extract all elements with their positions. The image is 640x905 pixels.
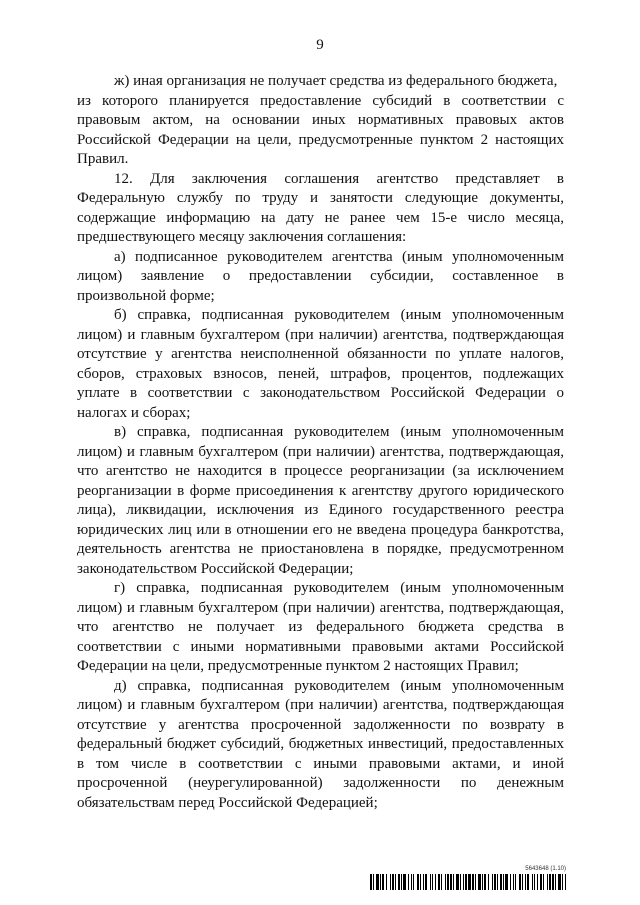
paragraph-g: г) справка, подписанная руководителем (иным уполномоченным лицом) и главным бухгалтером (при наличии) агентства, подтверждающая, что агентство не получает из федерального бюджета средства в соответствии с иными нормативными правовыми актами Российской Федерации на цели, предусмотренные пунктом 2 настоящих Правил; <box>77 580 564 674</box>
paragraph-b: б) справка, подписанная руководителем (иным уполномоченным лицом) и главным бухгалтером (при наличии) агентства, подтверждающая отсутствие у агентства неисполненной обязанности по уплате налогов, сборов, страховых взносов, пеней, штрафов, процентов, подлежащих уплате в соответствии с законодательством Российской Федерации о налогах и сборах; <box>77 307 564 421</box>
paragraph-a: а) подписанное руководителем агентства (иным уполномоченным лицом) заявление о предоставлении субсидии, составленное в произвольной форме; <box>77 248 564 304</box>
paragraph-v: в) справка, подписанная руководителем (иным уполномоченным лицом) и главным бухгалтером (при наличии) агентства, подтверждающая, что агентство не находится в процессе реорганизации (за исключением реорганизации в форме присоединения к агентству другого юридического лица), ликвидации, исключения из Единого государственного реестра юридических лиц или в отношении его не введена процедура банкротства, деятельность агентства не приостановлена в порядке, предусмотренном законодательством Российской Федерации; <box>77 424 564 577</box>
paragraph-zh: ж) иная организация не получает средства из федерального бюджета, <box>114 73 558 89</box>
paragraph-12: 12. Для заключения соглашения агентство представляет в Федеральную службу по труду и занятости следующие документы, содержащие информацию на дату не ранее чем 15-е число месяца, предшествующего месяцу заключения соглашения: <box>77 170 564 245</box>
paragraph-d: д) справка, подписанная руководителем (иным уполномоченным лицом) и главным бухгалтером (при наличии) агентства, подтверждающая отсутствие у агентства просроченной задолженности по возврату в федеральный бюджет субсидий, бюджетных инвестиций, предоставленных в том числе в соответствии с иными правовыми актами, и иной просроченной (неурегулированной) задолженности по денежным обязательствам перед Российской Федерацией; <box>77 677 564 811</box>
barcode <box>370 874 566 890</box>
page-number: 9 <box>316 37 324 53</box>
paragraph-zh-continuation: из которого планируется предоставление субсидий в соответствии с правовым актом, на основании иных нормативных правовых актов Российской Федерации на цели, предусмотренные пунктом 2 настоящих Правил. <box>77 92 564 167</box>
document-body <box>77 72 564 813</box>
document-code: 5643648 (1.10) <box>525 866 566 872</box>
